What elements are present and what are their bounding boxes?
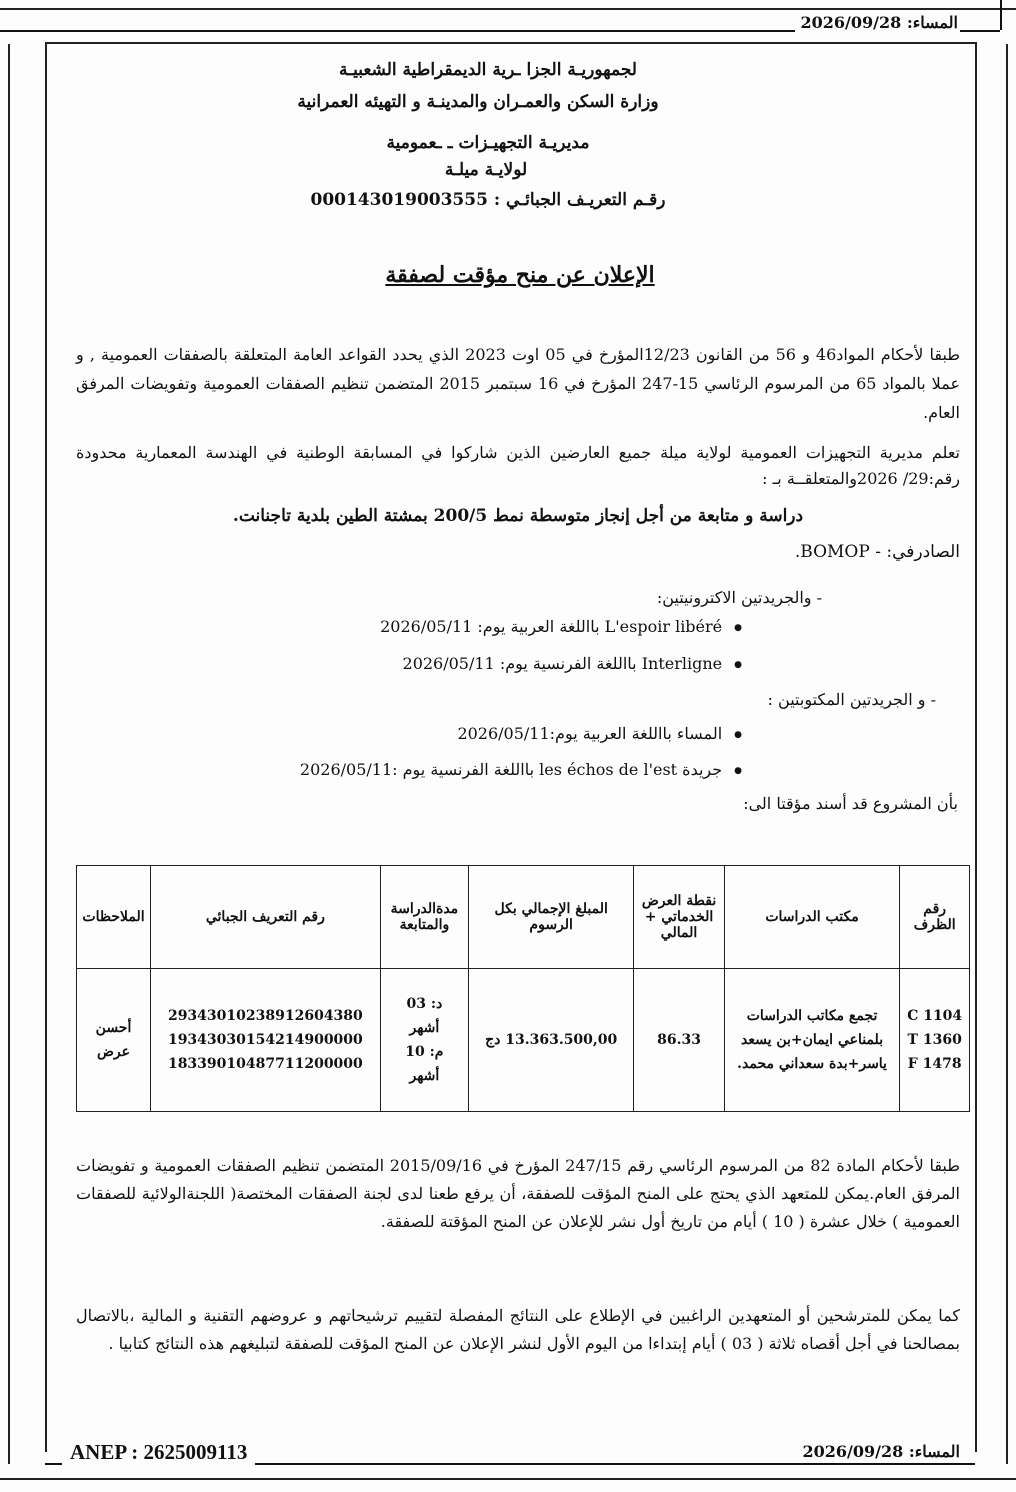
table-row	[77, 969, 970, 1112]
tax-id: 18339010487711200000	[167, 1056, 363, 1072]
col-office: مكتب الدراسات	[724, 866, 900, 969]
outer-left-border	[0, 44, 10, 1464]
footer-dateline	[797, 1442, 966, 1461]
folder-no: T 1360	[907, 1032, 962, 1048]
col-tax-id: رقم التعريف الجبائي	[151, 866, 381, 969]
header-rule-right	[960, 30, 1000, 32]
duration-line: أشهر	[409, 1020, 440, 1036]
tax-id: 29343010238912604380	[167, 1008, 363, 1024]
electronic-paper-item: ● L'espoir libéré بااللغة العربية يوم: 2026/05/11	[380, 617, 742, 636]
cell-duration	[380, 969, 468, 1112]
paragraph-results: كما يمكن للمترشحين أو المتعهدين الراغبين في الإطلاع على النتائج المفصلة لتقييم ترشيحاتهم و عروضهم التقنية و المالية ،بالاتصال بمصالحنا في أجل أقصاه ثلاثة ( 03 ) أيام إبتداءا من اليوم الأول لنشر الإعلان عن المنح المؤقت للصفقة لتبليغهم هذه النتائج كتابيا .	[76, 1306, 960, 1353]
footer-label: المساء:	[908, 1442, 960, 1461]
running-header-date: 2026/09/28	[800, 13, 902, 32]
col-folder-no: رقم الظرف	[900, 866, 970, 969]
cell-folder-no	[900, 969, 970, 1112]
office-line: ياسر+بدة سعداني محمد.	[737, 1056, 887, 1072]
folder-no: C 1104	[907, 1008, 963, 1024]
electronic-papers-heading: - والجريدتين الاكترونيتين:	[656, 588, 822, 607]
header-rule	[0, 30, 795, 32]
office-line: تجمع مكاتب الدراسات	[746, 1008, 878, 1024]
duration-line: أشهر	[409, 1068, 440, 1084]
project-subject: دراسة و متابعة من أجل إنجاز متوسطة نمط 200/5 بمشتة الطين بلدية تاجنانت.	[232, 506, 804, 526]
col-amount: المبلغ الإجمالي بكل الرسوم	[469, 866, 634, 969]
office-line: بلمناعي ايمان+بن يسعد	[741, 1032, 884, 1048]
col-score: نقطة العرض الخدماتي + المالي	[634, 866, 724, 969]
header-tax-id: رقـم التعريـف الجبائـي : 000143019003555	[310, 190, 666, 210]
col-duration: مدةالدراسة والمتابعة	[380, 866, 468, 969]
award-table	[76, 865, 970, 1112]
assignment-line: بأن المشروع قد أسند مؤقتا الى:	[743, 794, 958, 813]
cell-notes	[77, 969, 151, 1112]
notes-line: أحسن	[95, 1020, 132, 1036]
paragraph-appeal: طبقا لأحكام المادة 82 من المرسوم الرئاسي رقم 247/15 المؤرخ في 2015/09/16 المتضمن تنظيم الصفقات العمومية و تفويضات المرفق العام.يمكن للمتعهد الذي يحتج على المنح المؤقت للصفقة، أن يرفع طعنا لدى لجنة الصفقات المختصة( اللجنةالولائية للصفقات العمومية ) خلال عشرة ( 10 ) أيام من تاريخ أول نشر للإعلان عن المنح المؤقتة للصفقة.	[76, 1156, 961, 1231]
running-header-dateline	[801, 13, 958, 32]
electronic-paper-item: ● Interligne بااللغة الفرنسية يوم: 2026/05/11	[403, 654, 742, 673]
running-header-label: المساء:	[906, 13, 958, 32]
footer-anep: ANEP : 2625009113	[62, 1440, 255, 1465]
bottom-border	[0, 1478, 1016, 1480]
duration-line: م: 10	[405, 1044, 444, 1060]
announcement-title: الإعلان عن منح مؤقت لصفقة	[385, 262, 655, 288]
top-border	[0, 0, 1016, 10]
cell-amount: 13.363.500,00 دج	[469, 969, 634, 1112]
print-paper-item: ● المساء بااللغة العربية يوم:2026/05/11	[457, 724, 742, 743]
print-paper-item: ● جريدة les échos de l'est بااللغة الفرنسية يوم :2026/05/11	[300, 760, 742, 779]
header-vertical-rule	[1000, 0, 1002, 30]
cell-tax-id	[151, 969, 381, 1112]
header-republic: لجمهوريـة الجزا ـرية الديمقراطية الشعبيـة	[339, 60, 637, 80]
paragraph-notice: تعلم مديرية التجهيزات العمومية لولاية ميلة جميع العارضين الذين شاركوا في المسابقة الوطنية في الهندسة المعمارية محدودة رقم:29/ 2026والمتعلقــة بـ :	[76, 443, 960, 488]
notes-line: عرض	[97, 1044, 131, 1060]
col-notes: الملاحظات	[77, 866, 151, 969]
publisher-line: الصادرفي: - BOMOP.	[794, 542, 960, 562]
paragraph-legal-basis: طبقا لأحكام المواد46 و 56 من القانون 12/23المؤرخ في 05 اوت 2023 الذي يحدد القواعد العامة المتعلقة بالصفقات العمومية , و عملا بالمواد 65 من المرسوم الرئاسي 15-247 المؤرخ في 16 سبتمبر 2015 المتضمن تنظيم الصفقات العمومية وتفويضات المرفق العام.	[76, 345, 961, 422]
cell-office	[724, 969, 900, 1112]
header-wilaya: لولايـة ميلـة	[444, 160, 528, 180]
folder-no: F 1478	[907, 1056, 962, 1072]
footer-date: 2026/09/28	[802, 1442, 904, 1461]
table-header-row	[77, 866, 970, 969]
running-header	[0, 0, 1016, 38]
outer-right-border	[1006, 44, 1016, 1464]
tax-id: 19343030154214900000	[167, 1032, 363, 1048]
duration-line: د: 03	[406, 996, 443, 1012]
print-papers-heading: - و الجريدتين المكتوبتين :	[767, 690, 936, 709]
announcement-frame	[45, 42, 977, 1452]
header-ministry: وزارة السكن والعمـران والمدينـة و التهيئه العمرانية	[297, 92, 659, 112]
header-directorate: مديريـة التجهيـزات ـ ـعمومية	[386, 133, 590, 153]
cell-score: 86.33	[634, 969, 724, 1112]
